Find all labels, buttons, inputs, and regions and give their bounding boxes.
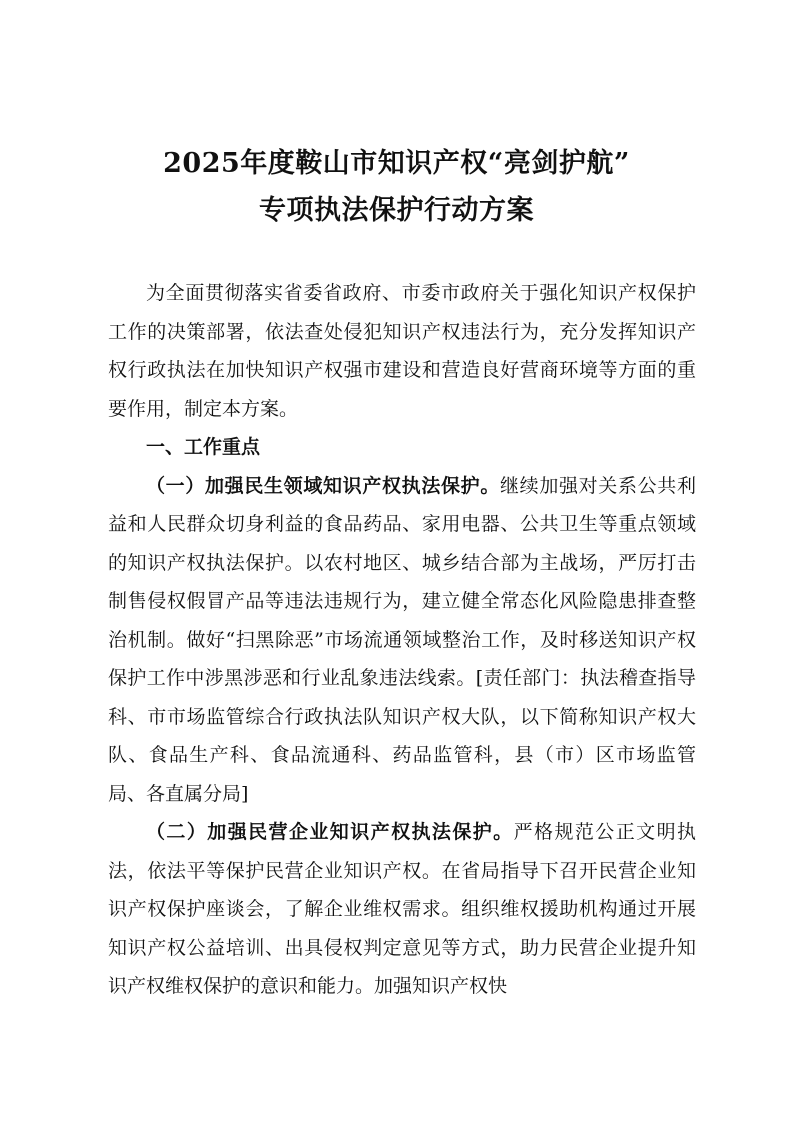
document-title-line-2: 专项执法保护行动方案 <box>259 195 534 226</box>
item-1-text: 继续加强对关系公共利益和人民群众切身利益的食品药品、家用电器、公共卫生等重点领域的知识产权执法保护。以农村地区、城乡结合部为主战场，严厉打击制售侵权假冒产品等违法违规行为，建立健全常态化风险隐患排查整治机制。做好“扫黑除恶”市场流通领域整治工作，及时移送知识产权保护工作中涉黑涉恶和行业乱象违法线索。[责任部门：执法稽查指导科、市市场监管综合行政执法队知识产权大队，以下简称知识产权大队、食品生产科、食品流通科、药品监管科，县（市）区市场监管局、各直属分局] <box>108 474 696 805</box>
item-paragraph-1 <box>108 467 696 814</box>
document-title-line-1: 2025年度鞍山市知识产权“亮剑护航” <box>163 148 630 179</box>
item-1-lead: （一）加强民生领域知识产权执法保护。 <box>146 474 500 497</box>
intro-paragraph: 为全面贯彻落实省委省政府、市委市政府关于强化知识产权保护工作的决策部署，依法查处侵犯知识产权违法行为，充分发挥知识产权行政执法在加快知识产权强市建设和营造良好营商环境等方面的重要作用，制定本方案。 <box>108 282 696 420</box>
section-heading-work-focus: 一、工作重点 <box>146 436 261 458</box>
item-2-lead: （二）加强民营企业知识产权执法保护。 <box>146 821 514 843</box>
item-paragraph-2 <box>108 813 696 1006</box>
item-2-text: 严格规范公正文明执法，依法平等保护民营企业知识产权。在省局指导下召开民营企业知识产权保护座谈会，了解企业维权需求。组织维权援助机构通过开展知识产权公益培训、出具侵权判定意见等方式，助力民营企业提升知识产权维权保护的意识和能力。加强知识产权快 <box>108 821 696 997</box>
document-body <box>108 274 696 1006</box>
